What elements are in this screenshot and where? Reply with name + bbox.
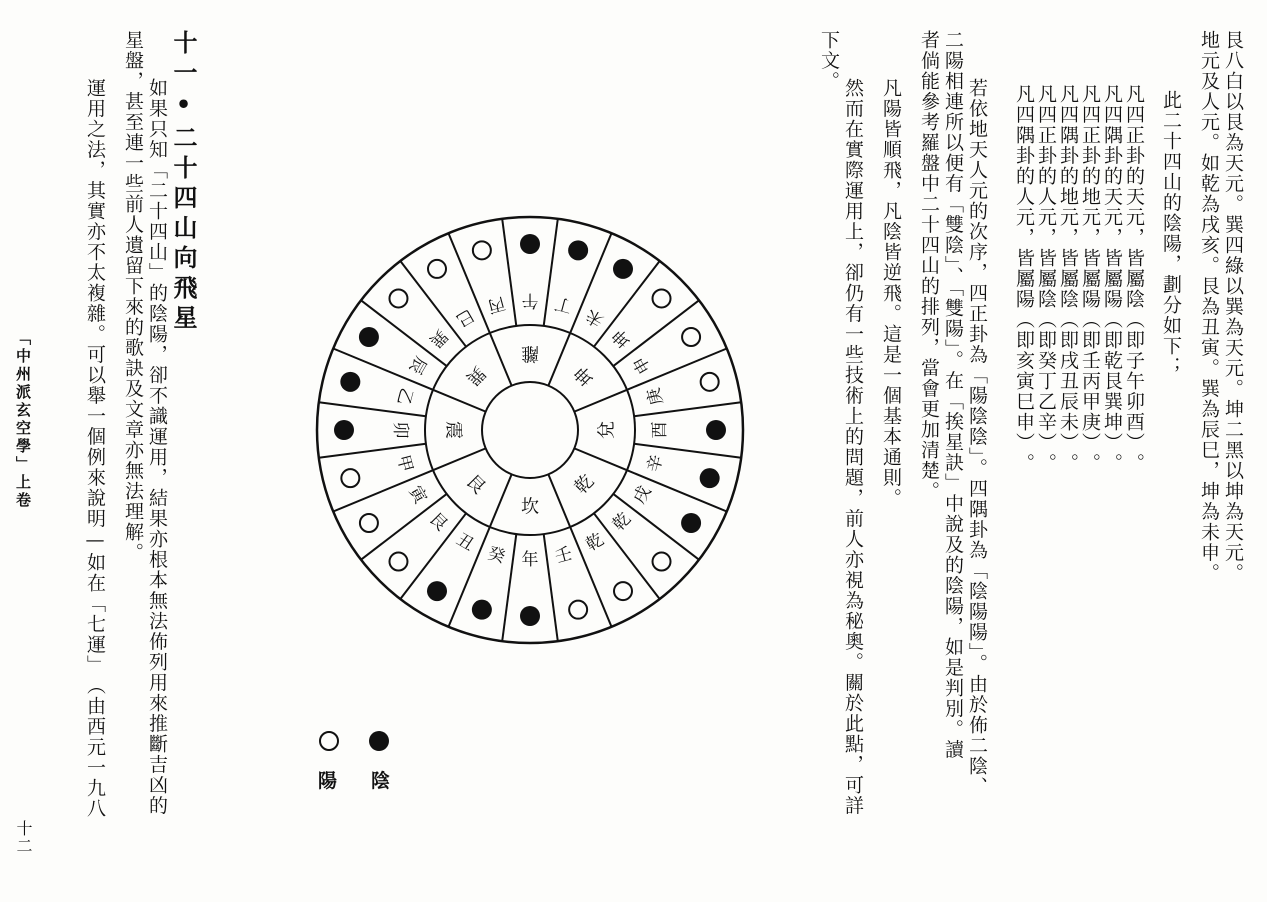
yin-filled-circle-icon [520, 606, 540, 626]
text-column-r6: 者倘能參考羅盤中二十四山的排列，當會更加清楚。 [918, 30, 940, 502]
yin-filled-circle-icon [520, 234, 540, 254]
mountain-label: 癸 [485, 543, 508, 568]
mountain-label: 坤 [608, 324, 636, 352]
mountain-label: 寅 [404, 482, 431, 508]
yang-open-circle-icon [701, 373, 719, 391]
mountain-label: 辛 [643, 452, 668, 475]
running-head: 「中州派玄空學」上卷 [14, 330, 32, 510]
mountain-label: 戌 [629, 482, 656, 508]
yang-open-circle-icon [614, 582, 632, 600]
trigram-label: 艮 [461, 470, 490, 499]
mountain-label: 巳 [452, 304, 478, 331]
yin-filled-circle-icon [359, 327, 379, 347]
text-column-r2: 地元及人元。如乾為戌亥。艮為丑寅。巽為辰巳，坤為未申。 [1198, 30, 1220, 584]
mountain-label: 丙 [485, 292, 508, 317]
yin-filled-circle-icon [340, 372, 360, 392]
yin-filled-circle-icon [700, 468, 720, 488]
yin-filled-circle-icon [368, 730, 390, 752]
yang-open-circle-icon [389, 553, 407, 571]
table-row: 凡四隅卦的人元，皆屬陽︵即亥寅巳申︶。 [1013, 84, 1035, 474]
table-row: 凡四隅卦的地元，皆屬陰︵即戌丑辰未︶。 [1057, 84, 1079, 474]
trigram-label: 坎 [521, 496, 539, 518]
mountain-label: 甲 [392, 452, 417, 475]
mountain-label: 巽 [424, 324, 452, 352]
section-title: 十一•二十四山向飛星 [169, 30, 198, 335]
table-row: 凡四正卦的天元，皆屬陰︵即子午卯酉︶。 [1123, 84, 1145, 474]
yang-open-circle-icon [341, 469, 359, 487]
mountain-label: 卯 [390, 421, 410, 439]
trigram-label: 離 [521, 342, 539, 364]
yang-open-circle-icon [682, 328, 700, 346]
yin-filled-circle-icon [706, 420, 726, 440]
page-number: 十二 [14, 820, 33, 855]
mountain-label: 乾 [608, 508, 636, 536]
yang-open-circle-icon [473, 241, 491, 259]
yang-open-circle-icon [653, 553, 671, 571]
trigram-label: 巽 [461, 361, 490, 390]
text-column-r9: 下文。 [818, 30, 840, 92]
mountain-label: 壬 [552, 543, 575, 568]
text-column-r7: 凡陽皆順飛，凡陰皆逆飛。這是一個基本通則。 [880, 78, 902, 509]
mountain-label: 午 [521, 290, 539, 310]
mountain-label: 丑 [452, 529, 478, 556]
text-column-l1: 如果只知「二十四山」的陰陽，卻不識運用，結果亦根本無法佈列用來推斷吉凶的 [146, 78, 168, 816]
yin-filled-circle-icon [613, 259, 633, 279]
yang-open-circle-icon [318, 730, 340, 752]
text-column-r1: 艮八白以艮為天元。巽四綠以巽為天元。坤二黑以坤為天元。 [1222, 30, 1244, 584]
table-row: 凡四隅卦的天元，皆屬陽︵即乾艮巽坤︶。 [1101, 84, 1123, 474]
yin-filled-circle-icon [568, 240, 588, 260]
legend [318, 730, 408, 793]
yang-open-circle-icon [428, 260, 446, 278]
mountain-label: 年 [521, 550, 539, 570]
mountain-label: 艮 [424, 508, 452, 536]
yang-open-circle-icon [653, 289, 671, 307]
mountain-label: 申 [629, 352, 656, 378]
mountain-label: 辰 [404, 352, 431, 378]
table-row: 凡四正卦的人元，皆屬陰︵即癸丁乙辛︶。 [1035, 84, 1057, 474]
trigram-label: 乾 [570, 470, 599, 499]
text-column-r3: 此二十四山的陰陽，劃分如下； [1160, 90, 1182, 377]
text-column-r8: 然而在實際運用上，卻仍有一些技術上的問題，前人亦視為秘奧。關於此點，可詳 [842, 78, 864, 816]
mountain-label: 未 [582, 304, 608, 331]
yang-open-circle-icon [389, 289, 407, 307]
yin-filled-circle-icon [472, 600, 492, 620]
mountain-label: 乾 [582, 529, 608, 556]
trigram-label: 震 [442, 421, 464, 439]
trigram-label: 坤 [570, 361, 599, 390]
yin-filled-circle-icon [427, 581, 447, 601]
mountain-label: 庚 [643, 385, 668, 408]
table-row: 凡四正卦的地元，皆屬陽︵即壬丙甲庚︶。 [1079, 84, 1101, 474]
legend-yang-label: 陽 [318, 770, 338, 792]
text-column-r5: 二陽相連所以便有「雙陰」、「雙陽」。在「挨星訣」中說及的陰陽，如是判別。讀 [942, 30, 964, 760]
legend-yin-label: 陰 [370, 770, 390, 792]
mountain-label: 乙 [392, 385, 417, 408]
yin-filled-circle-icon [681, 513, 701, 533]
mountain-label: 丁 [552, 292, 575, 317]
text-column-l3: 運用之法，其實亦不太複雜。可以舉一個例來說明—如在「七運」︵由西元一九八 [84, 78, 106, 819]
text-column-l2: 星盤，甚至連一些前人遺留下來的歌訣及文章亦無法理解。 [122, 30, 144, 563]
mountain-label: 酉 [650, 421, 670, 439]
trigram-label: 兌 [596, 421, 618, 439]
text-column-r4: 若依地天人元的次序，四正卦為「陽陰陰」。四隅卦為「陰陽陽」。由於佈二陰、 [966, 78, 988, 797]
yin-filled-circle-icon [334, 420, 354, 440]
yang-open-circle-icon [569, 601, 587, 619]
yang-open-circle-icon [360, 514, 378, 532]
